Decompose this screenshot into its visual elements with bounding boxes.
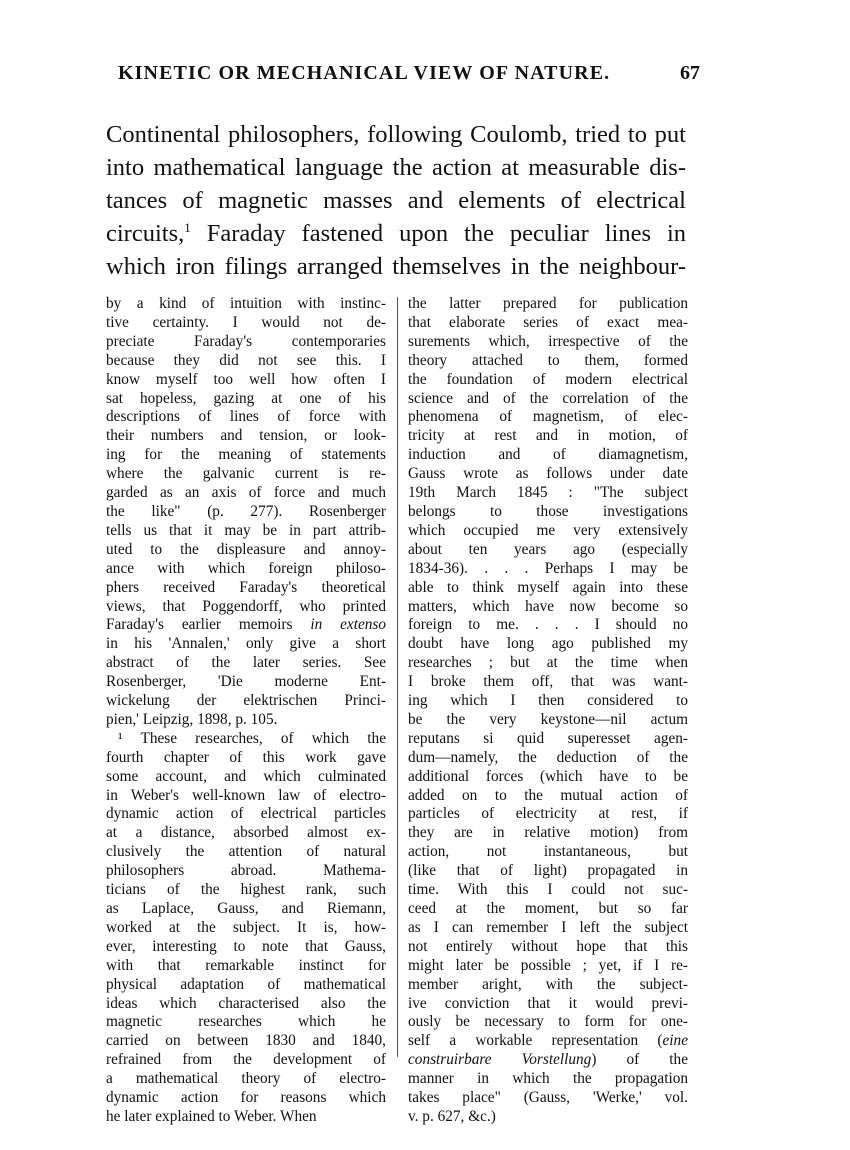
page-header [110, 62, 700, 92]
footnote-line: be the very keystone—nil actum [408, 710, 688, 728]
footnote-line: foreign to me. . . . I should no [408, 616, 688, 634]
footnote-line: phers received Faraday's theoretical [106, 578, 386, 596]
footnote-line: ever, interesting to note that Gauss, [106, 937, 386, 955]
footnote-line: 1834-36). . . . Perhaps I may be [408, 559, 688, 577]
footnote-line: by a kind of intuition with instinc- [106, 295, 386, 312]
italic-phrase: in extenso [310, 616, 387, 634]
footnote-line: added on to the mutual action of [408, 786, 688, 804]
footnote-line: refrained from the development of [106, 1051, 386, 1069]
footnote-line: researches ; but at the time when [408, 654, 688, 672]
footnote-line: at a distance, absorbed almost ex- [106, 824, 386, 842]
footnote-line-text: Faraday's earlier memoirs [106, 616, 293, 634]
footnote-line: Gauss wrote as follows under date [408, 465, 688, 483]
footnote-line: abstract of the later series. See [106, 654, 386, 672]
column-divider [397, 297, 398, 1057]
footnote-line: not entirely without hope that this [408, 937, 688, 955]
footnote-line: belongs to those investigations [408, 502, 688, 520]
footnote-line: as Laplace, Gauss, and Riemann, [106, 900, 386, 917]
footnote-line: views, that Poggendorff, who printed [106, 597, 386, 615]
footnote-line: manner in which the propagation [408, 1070, 688, 1088]
footnote-line: ticians of the highest rank, such [106, 881, 386, 899]
footnote-line [408, 1032, 688, 1051]
footnote-line: additional forces (which have to be [408, 767, 688, 785]
footnote-line [408, 1051, 688, 1070]
footnote-line: ing which I then considered to [408, 692, 688, 710]
footnote-line: the foundation of modern electrical [408, 370, 688, 388]
running-title: KINETIC OR MECHANICAL VIEW OF NATURE. [118, 62, 611, 84]
footnote-line: reputans si quid superesset agen- [408, 729, 688, 747]
footnote-column-right [408, 295, 688, 1127]
footnote-line: member aright, with the subject- [408, 975, 688, 993]
footnote-line: ive conviction that it would previ- [408, 994, 688, 1012]
footnote-line: their numbers and tension, or look- [106, 427, 386, 445]
footnote-line: they are in relative motion) from [408, 824, 688, 842]
main-line: tances of magnetic masses and elements of electrical [106, 187, 686, 214]
footnote-line: particles of electricity at rest, if [408, 805, 688, 823]
footnote-line: 19th March 1845 : "The subject [408, 484, 688, 502]
page-number: 67 [680, 62, 700, 84]
footnote-marker: 1 [184, 219, 191, 235]
main-line [106, 217, 686, 250]
footnote-line: philosophers abroad. Mathema- [106, 862, 386, 880]
footnote-line: the like" (p. 277). Rosenberger [106, 502, 386, 520]
footnote-line: uted to the displeasure and annoy- [106, 540, 386, 558]
footnote-line: as I can remember I left the subject [408, 918, 688, 936]
main-line-start: circuits, [106, 220, 185, 247]
footnote-line: carried on between 1830 and 1840, [106, 1032, 386, 1050]
footnote-line: he later explained to Weber. When [106, 1107, 317, 1125]
footnote-line: pien,' Leipzig, 1898, p. 105. [106, 710, 278, 728]
footnote-line: matters, which have now become so [408, 597, 688, 615]
footnote-line: magnetic researches which he [106, 1013, 386, 1031]
footnote-line: induction and of diamagnetism, [408, 446, 688, 464]
footnote-line: might later be possible ; yet, if I re- [408, 956, 688, 974]
footnote-line: Rosenberger, 'Die moderne Ent- [106, 673, 386, 691]
footnote-line: phenomena of magnetism, of elec- [408, 408, 688, 426]
footnote-column-left [106, 295, 386, 1127]
footnote-line: ously be necessary to form for one- [408, 1013, 688, 1031]
footnote-line: tells us that it may be in part attrib- [106, 521, 386, 539]
footnote-line: wickelung der elektrischen Princi- [106, 692, 386, 710]
footnote-line: ¹ These researches, of which the [118, 729, 386, 747]
footnote-line: ance with which foreign philoso- [106, 559, 386, 577]
footnote-line: time. With this I could not suc- [408, 881, 688, 899]
footnote-line: ing for the meaning of statements [106, 446, 386, 464]
footnote-line: able to think myself again into these [408, 578, 688, 596]
footnote-line: the latter prepared for publication [408, 295, 688, 312]
footnote-line: dynamic action of electrical particles [106, 805, 386, 823]
footnote-line: doubt have long ago published my [408, 635, 688, 653]
footnote-line: know myself too well how often I [106, 370, 386, 388]
footnote-line [106, 616, 386, 635]
footnote-line: action, not instantaneous, but [408, 843, 688, 861]
footnote-line: dynamic action for reasons which [106, 1089, 386, 1107]
footnote-line: worked at the subject. It is, how- [106, 918, 386, 936]
footnote-line: v. p. 627, &c.) [408, 1107, 496, 1125]
italic-phrase: eine [662, 1032, 688, 1050]
footnote-line: tricity at rest and in motion, of [408, 427, 688, 445]
footnote-line: a mathematical theory of electro- [106, 1070, 386, 1088]
italic-phrase: construirbare Vorstellung [408, 1051, 592, 1069]
footnote-line-text: self a workable representation ( [408, 1032, 663, 1050]
footnote-line: fourth chapter of this work gave [106, 748, 386, 766]
footnote-line: where the galvanic current is re- [106, 465, 386, 483]
footnote-line: preciate Faraday's contemporaries [106, 332, 386, 350]
footnote-line: in his 'Annalen,' only give a short [106, 635, 386, 653]
footnote-line: about ten years ago (especially [408, 540, 688, 558]
footnote-line: because they did not see this. I [106, 351, 386, 369]
footnote-line: sat hopeless, gazing at one of his [106, 389, 386, 407]
footnote-line: surements which, irrespective of the [408, 332, 688, 350]
footnote-line: with that remarkable instinct for [106, 956, 386, 974]
footnote-line: I broke them off, that was want- [408, 673, 688, 691]
footnote-line-text: ) of the [591, 1051, 688, 1069]
footnote-line: physical adaptation of mathematical [106, 975, 386, 993]
footnote-line: ceed at the moment, but so far [408, 900, 688, 917]
footnote-line: science and of the correlation of the [408, 389, 688, 407]
main-line: which iron filings arranged themselves in the neighbour- [106, 253, 686, 280]
main-line: into mathematical language the action at measurable dis- [106, 154, 686, 181]
footnote-line: which occupied me very extensively [408, 521, 688, 539]
footnote-line: ideas which characterised also the [106, 994, 386, 1012]
footnote-line: dum—namely, the deduction of the [408, 748, 688, 766]
footnote-line: descriptions of lines of force with [106, 408, 386, 426]
main-line: Continental philosophers, following Coulomb, tried to put [106, 121, 686, 148]
footnote-line: garded as an axis of force and much [106, 484, 386, 502]
footnote-line: some account, and which culminated [106, 767, 386, 785]
footnote-line: (like that of light) propagated in [408, 862, 688, 880]
footnote-line: tive certainty. I would not de- [106, 313, 386, 331]
footnote-line: theory attached to them, formed [408, 351, 688, 369]
footnote-line: in Weber's well-known law of electro- [106, 786, 386, 804]
footnote-line: that elaborate series of exact mea- [408, 313, 688, 331]
footnote-line: takes place" (Gauss, 'Werke,' vol. [408, 1089, 688, 1107]
main-paragraph [106, 118, 686, 283]
footnote-line: clusively the attention of natural [106, 843, 386, 861]
footnotes [106, 295, 688, 1125]
main-line-rest: Faraday fastened upon the peculiar lines in [190, 220, 686, 247]
